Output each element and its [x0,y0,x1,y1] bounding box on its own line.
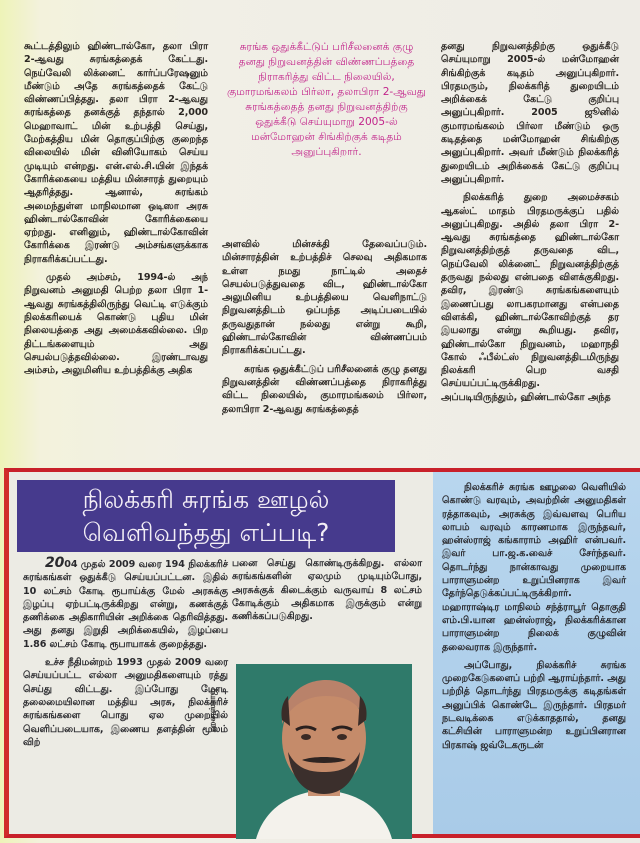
headline-line-1: நிலக்கரி சுரங்க ஊழல் [82,485,330,514]
paragraph: பனை செய்து கொண்டிருக்கிறது. எல்லா சுரங்கங்களின் ஏலமும் முடியும்போது, அரசுக்குக் கிடைக்கும் வருவாய் 8 லட்சம் கோடிக்கும் அதிகமாக இருக்கும் என்று கணிக்கப்படுகிறது. [232,558,422,623]
portrait-photo [236,664,412,839]
article-column-1 [24,40,208,377]
story-column-3 [442,481,626,752]
pull-quote: சுரங்க ஒதுக்கீட்டுப் பரிசீலனைக் குழு தனது நிறுவனத்தின் விண்ணப்பத்தை நிராகரித்து விட்ட நிலையில், குமாரமங்கலம் பிர்லா, தலாபிரா 2-ஆவது சுரங்கத்தைத் தனது நிறுவனத்திற்கு ஒதுக்கீடு செய்யுமாறு 2005-ல் மன்மோஹன் சிங்கிற்குக் கடிதம் அனுப்புகிறார். [227,41,426,158]
paragraph: கூட்டத்திலும் ஹிண்டால்கோ, தலா பிரா 2-ஆவது சுரங்கத்தைக் கேட்டது. நெய்வேலி லிக்னைட் கார்ப்பரேஷனும் மீண்டும் அதே சுரங்கத்தைக் கேட்டு விண்ணப்பித்தது. தலா பிரா 2-ஆவது சுரங்கத்தை தனக்குத் தந்தால் 2,000 மெஹாவாட் மின் உற்பத்தி செய்து, மேற்கத்திய மின் தொகுப்பிற்கு குறைந்த விலையில் மின் வினியோகம் செய்ய முடியும் என்றது. என்.எல்.சி.யின் இந்தக் கோரிக்கையை மத்திய மின்சாரத் துறையும் ஆதரித்தது. ஆனால், சுரங்கம் அமைந்துள்ள மாநிலமான ஒடிஸா அரசு ஹிண்டால்கோவின் கோரிக்கையை ஏற்றது. எனினும், ஹிண்டால்கோவின் கோரிக்கை இரண்டு அம்சங்களுக்காக நிராகரிக்கப்பட்டது. [24,41,208,265]
lead-numerals: 20 [45,555,65,571]
story-column-1 [23,557,228,749]
paragraph: சுரங்க ஒதுக்கீட்டுப் பரிசீலனைக் குழு தனது நிறுவனத்தின் விண்ணப்பத்தை நிராகரித்து விட்ட நிலையில், குமாரமங்கலம் பிர்லா, தலாபிரா 2-ஆவது சுரங்கத்தைத் [222,363,427,415]
photo-caption: ஹன்ஸ்ராஜ் [208,688,218,732]
paragraph: தனது நிறுவனத்திற்கு ஒதுக்கீடு செய்யுமாறு 2005-ல் மன்மோஹன் சிங்கிற்குக் கடிதம் அனுப்புகிறார். பிரதமரும், நிலக்கரித் துறையிடம் அறிக்கைக் கேட்டு குறிப்பு அனுப்புகிறார். 2005 ஜூனில் குமாரமங்கலம் பிர்லா மீண்டும் ஒரு கடிதத்தை மன்மோஹன் சிங்கிற்கு அனுப்புகிறார். அவர் மீண்டும் நிலக்கரித் துறையிடம் அறிக்கைக் கேட்டு குறிப்பு அனுப்புகிறார். [441,41,619,185]
article-column-3 [441,40,619,404]
paragraph: அப்போது, நிலக்கரிச் சுரங்க முறைகேடுகளைப் பற்றி ஆராய்ந்தார். அது பற்றித் தொடர்ந்து பிரதமருக்கு கடிதங்கள் அனுப்பிக் கொண்டே இருந்தார். பிரதமர் நடவடிக்கை எடுக்காததால், தனது கட்சியின் பாராளுமன்ற உறுப்பினரான பிரகாஷ் ஜவ்டேகருடன் [442,659,626,751]
paragraph: அளவில் மின்சக்தி தேவைப்படும். மின்சாரத்தின் உற்பத்திச் செலவு அதிகமாக உள்ள நமது நாட்டில் அதைச் செயல்படுத்துவதை விட, ஹிண்டால்கோ அலுமினிய உற்பத்தியை வெளிநாட்டு நிறுவனத்திடம் ஒப்பந்த அடிப்படையில் தருவதுதான் நல்லது என்று கூறி, ஹிண்டால்கோவின் விண்ணப்பம் நிராகரிக்கப்பட்டது. [222,239,427,357]
story-headline [17,480,395,552]
paragraph: 2004 முதல் 2009 வரை 194 நிலக்கரிச் சுரங்கங்கள் ஒதுக்கீடு செய்யப்பட்டன. இதில் 10 லட்சம் கோடி ரூபாய்க்கு மேல் அரசுக்கு இழப்பு ஏற்பட்டிருக்கிறது என்று, கணக்குத் தணிக்கை அதிகாரியின் அறிக்கை தெரிவித்தது. அது தனது இறுதி அறிக்கையில், இழப்பை 1.86 லட்சம் கோடி ரூபாயாகக் குறைத்தது. [23,555,228,650]
paragraph: உச்ச நீதிமன்றம் 1993 முதல் 2009 வரை செய்யப்பட்ட எல்லா அனுமதிகளையும் ரத்து செய்து விட்டது. இப்போது மோடி தலைமையிலான மத்திய அரசு, நிலக்கரிச் சுரங்கங்களை பொது ஏல முறையில் வெளிப்படையாக, இணைய தளத்தின் மூலம் விற் [23,657,228,748]
article-column-2 [222,238,427,416]
paragraph: நிலக்கரித் துறை அமைச்சகம் ஆகஸ்ட் மாதம் பிரதமருக்குப் பதில் அனுப்புகிறது. அதில் தலா பிரா 2-ஆவது சுரங்கத்தை ஹிண்டால்கோ நிறுவனத்திற்குத் தருவதை விட, நெய்வேலி லிக்னைட் நிறுவனத்திற்குத் தருவது நல்லது என்பதை விளக்குகிறது. தவிர, இரண்டு சுரங்கங்களையும் இணைப்பது லாபகரமானது என்பதை விளக்கி, ஹிண்டால்கோவிற்குத் தர இயலாது என்று கூறியது. தவிர, ஹிண்டால்கோ நிறுவனம், மஹாநதி கோல் ஃபீல்ட்ஸ் நிறுவனத்திடமிருந்து நிலக்கரி பெற வசதி செய்யப்பட்டிருக்கிறது. அப்படியிருந்தும், ஹிண்டால்கோ அந்த [441,192,619,403]
headline-line-2: வெளிவந்தது எப்படி? [82,518,330,547]
paragraph: நிலக்கரிச் சுரங்க ஊழலை வெளியில் கொண்டு வரவும், அவற்றின் அனுமதிகள் ரத்தாகவும், அரசுக்கு இவ்வளவு பெரிய லாபம் வரவும் காரணமாக இருந்தவர், ஹன்ஸ்ராஜ் கங்காராம் அஹிர் என்பவர். இவர் பா.ஜ.க.வைச் சேர்ந்தவர். தொடர்ந்து நான்காவது முறையாக பாராளுமன்ற உறுப்பினராக இவர் தேர்ந்தெடுக்கப்பட்டிருக்கிறார். மஹாராஷ்டிர மாநிலம் சந்த்ராபூர் தொகுதி எம்.பி.யான ஹன்ஸ்ராஜ், நிலக்கரிக்கான பாராளுமன்ற நிலைக் குழுவின் தலைவராக இருந்தார். [442,482,626,653]
portrait-illustration [236,664,412,839]
story-column-2 [232,557,422,623]
paragraph: முதல் அம்சம், 1994-ல் அந் நிறுவனம் அனுமதி பெற்ற தலா பிரா 1-ஆவது சுரங்கத்திலிருந்து வெட்டி எடுக்கும் நிலக்கரியைக் கொண்டு புதிய மின் நிலையத்தை அது அமைக்கவில்லை. பிற திட்டங்களையும் அது செயல்படுத்தவில்லை. இரண்டாவது அம்சம், அலுமினிய உற்பத்திக்கு அதிக [24,272,208,377]
sidebar-story-box [4,468,640,838]
